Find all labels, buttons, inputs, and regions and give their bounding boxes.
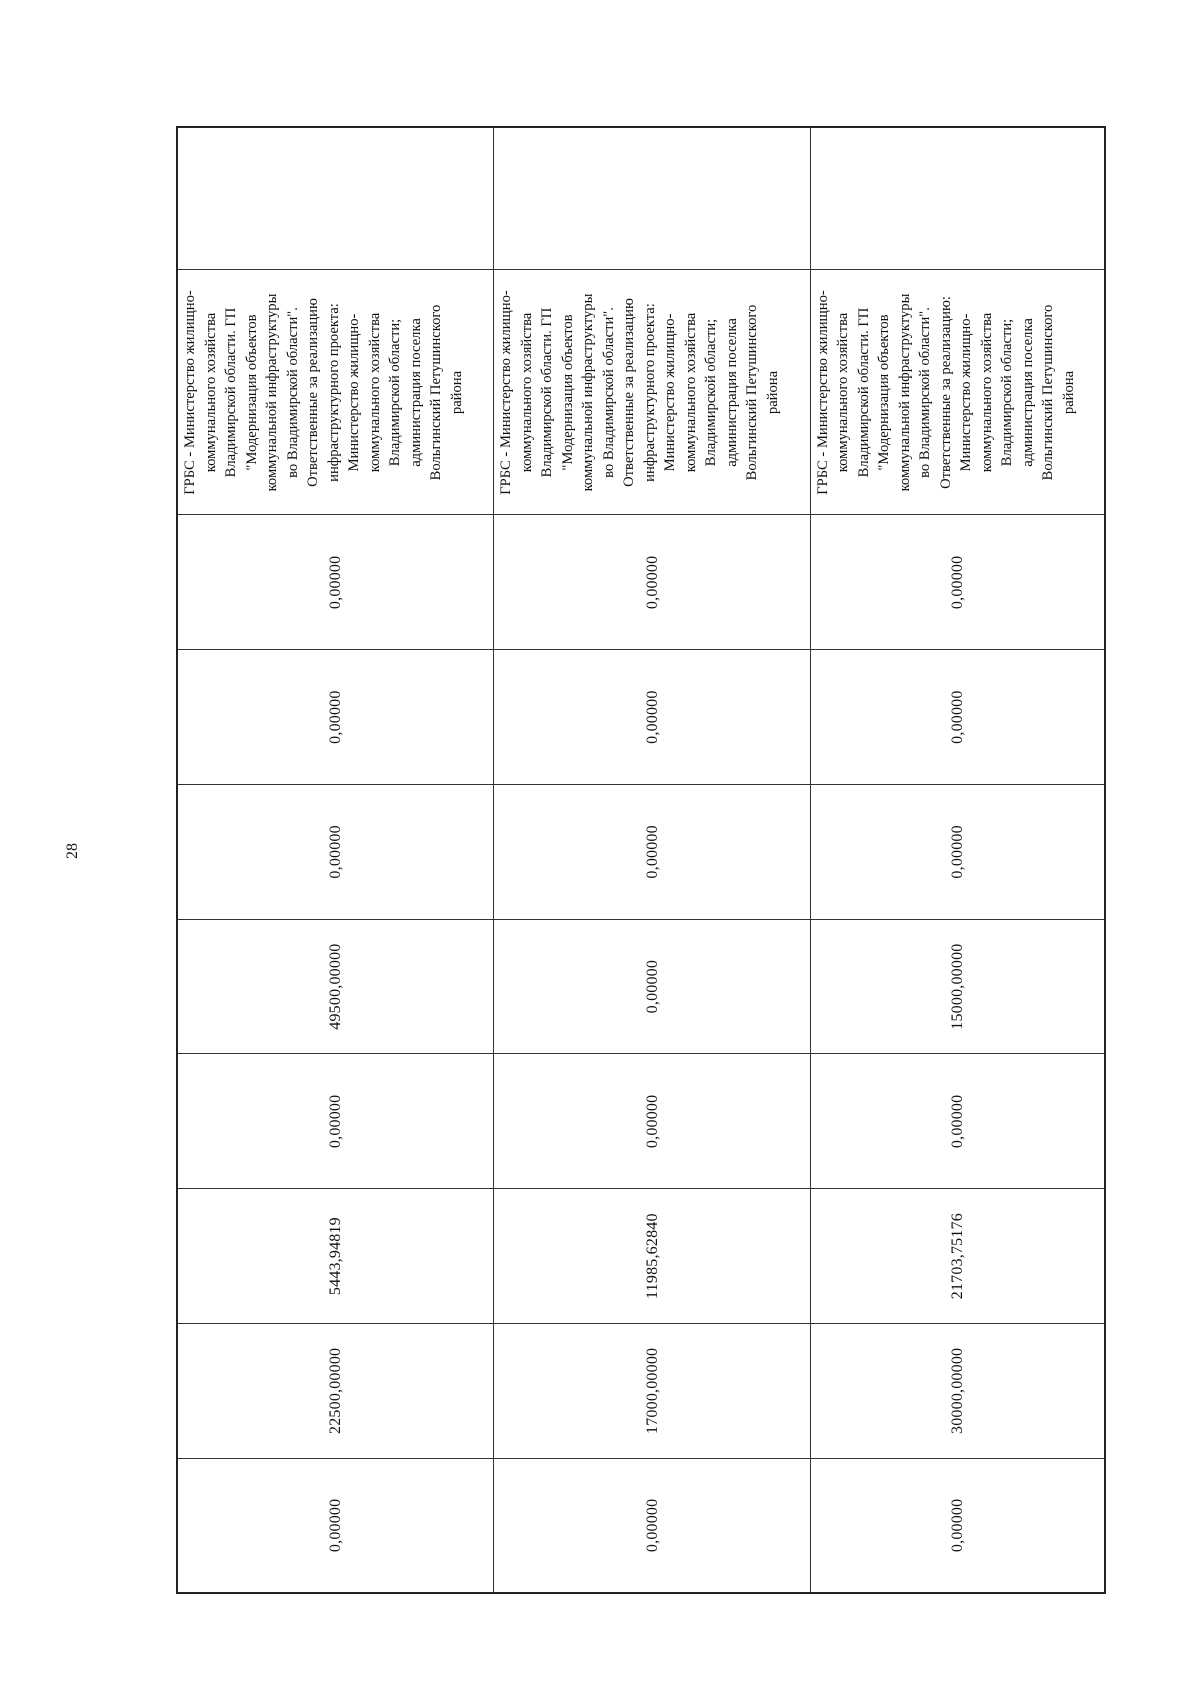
value-cell: 0,00000 xyxy=(810,785,1105,920)
page-number: 28 xyxy=(64,843,81,859)
value-cell: 5443,94819 xyxy=(177,1189,494,1324)
value-cell: 0,00000 xyxy=(177,785,494,920)
value-cell: 0,00000 xyxy=(494,650,810,785)
responsible-cell xyxy=(494,270,810,515)
table-row xyxy=(810,127,1105,1593)
value-cell: 21703,75176 xyxy=(810,1189,1105,1324)
value-cell: 49500,00000 xyxy=(177,919,494,1054)
responsible-text: ГРБС - Министерство жилищно- коммунального хозяйства Владимирской области. ГП "Модернизация объектов коммунальной инфраструктуры во Владимирской области". Ответственные за реализацию инфраструктурного проекта: Министерство жилищно- коммунального хозяйства Владимирской области; администрация поселка Вольгинский Петушинского района xyxy=(498,290,781,495)
value-cell: 0,00000 xyxy=(494,919,810,1054)
value-cell: 0,00000 xyxy=(494,515,810,650)
value-cell: 22500,00000 xyxy=(177,1324,494,1459)
empty-cell xyxy=(810,127,1105,270)
value-cell: 17000,00000 xyxy=(494,1324,810,1459)
value-cell: 11985,62840 xyxy=(494,1189,810,1324)
responsible-text: ГРБС - Министерство жилищно- коммунального хозяйства Владимирской области. ГП "Модернизация объектов коммунальной инфраструктуры во Владимирской области". Ответственные за реализацию инфраструктурного проекта: Министерство жилищно- коммунального хозяйства Владимирской области; администрация поселка Вольгинский Петушинского района xyxy=(182,290,465,495)
value-cell: 0,00000 xyxy=(177,1054,494,1189)
value-cell: 30000,00000 xyxy=(810,1324,1105,1459)
responsible-text: ГРБС - Министерство жилищно- коммунального хозяйства Владимирской области. ГП "Модернизация объектов коммунальной инфраструктуры во Владимирской области". Ответственные за реализацию: Министерство жилищно- коммунального хозяйства Владимирской области; администрация поселка Вольгинский Петушинского района xyxy=(814,290,1077,495)
value-cell: 0,00000 xyxy=(810,515,1105,650)
value-cell: 0,00000 xyxy=(177,515,494,650)
value-cell: 0,00000 xyxy=(494,1054,810,1189)
value-cell: 0,00000 xyxy=(494,785,810,920)
value-cell: 0,00000 xyxy=(810,1458,1105,1593)
responsible-cell xyxy=(177,270,494,515)
financing-table xyxy=(176,126,1106,1594)
value-cell: 0,00000 xyxy=(494,1458,810,1593)
table-row xyxy=(494,127,810,1593)
rotated-table-container xyxy=(176,126,1106,1594)
empty-cell xyxy=(494,127,810,270)
value-cell: 15000,00000 xyxy=(810,919,1105,1054)
value-cell: 0,00000 xyxy=(177,650,494,785)
value-cell: 0,00000 xyxy=(810,1054,1105,1189)
empty-cell xyxy=(177,127,494,270)
value-cell: 0,00000 xyxy=(177,1458,494,1593)
table-row xyxy=(177,127,494,1593)
value-cell: 0,00000 xyxy=(810,650,1105,785)
responsible-cell xyxy=(810,270,1105,515)
